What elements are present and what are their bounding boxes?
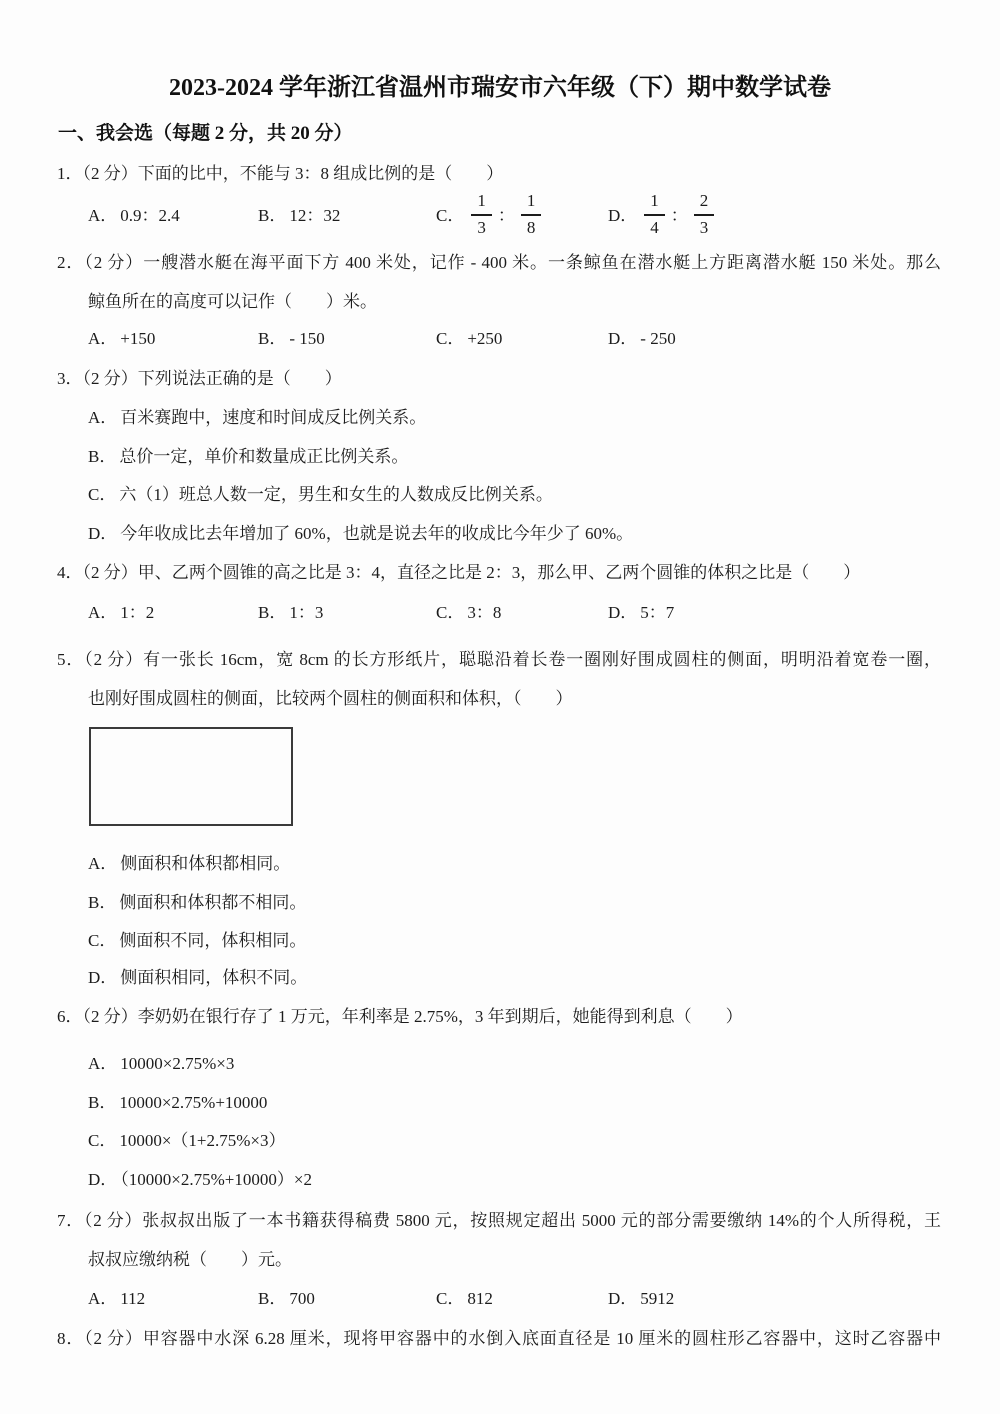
fraction-denominator: 3	[477, 218, 486, 237]
question-3	[57, 359, 941, 398]
question-6-stem	[57, 997, 941, 1036]
question-5	[57, 640, 941, 718]
option-value: +250	[467, 329, 503, 348]
option-label: C．	[436, 205, 465, 225]
question-7-options	[88, 1279, 943, 1318]
fraction-numerator: 1	[471, 191, 492, 216]
option-label: D．	[608, 1289, 638, 1308]
question-5-text-line1: （2 分）有一张长 16cm，宽 8cm 的长方形纸片，聪聪沿着长卷一圈刚好围成圆柱的侧面，明明沿着宽卷一圈，	[84, 650, 941, 669]
option-label: A．	[88, 1054, 118, 1073]
fraction-denominator: 4	[650, 218, 659, 237]
option-label: A．	[88, 854, 118, 873]
option-value: 112	[120, 1289, 146, 1308]
question-5-option-d	[88, 958, 307, 997]
option-value: 今年收成比去年增加了 60%，也就是说去年的收成比今年少了 60%。	[120, 524, 634, 543]
option-label: A．	[88, 205, 118, 225]
question-3-stem	[57, 359, 941, 398]
question-4-options	[88, 593, 943, 632]
question-5-option-a	[88, 844, 290, 883]
question-2-option-d	[608, 319, 943, 358]
option-label: D．	[608, 205, 638, 225]
question-8	[57, 1319, 941, 1359]
option-label: D．	[608, 329, 638, 348]
option-label: D．	[608, 603, 638, 622]
option-label: B．	[88, 893, 117, 912]
option-label: B．	[258, 1289, 287, 1308]
question-1-option-b	[258, 187, 436, 243]
question-2-text-line1: （2 分）一艘潜水艇在海平面下方 400 米处，记作 - 400 米。一条鲸鱼在潜水艇上方距离潜水艇 150 米处。那么	[84, 253, 942, 272]
option-label: A．	[88, 329, 118, 348]
question-1-option-d	[608, 187, 943, 243]
option-value: 700	[289, 1289, 315, 1308]
fraction	[521, 191, 542, 238]
question-2-option-a	[88, 319, 258, 358]
option-value: 12：32	[289, 205, 341, 225]
question-8-stem	[57, 1319, 941, 1359]
question-6-option-b	[88, 1083, 267, 1122]
question-4-option-d	[608, 593, 943, 632]
question-2-option-b	[258, 319, 436, 358]
fraction-numerator: 1	[644, 191, 665, 216]
option-value: 5：7	[640, 603, 675, 622]
question-7-stem-line1	[57, 1201, 941, 1240]
question-2-number: 2．	[57, 253, 85, 272]
option-value: 0.9：2.4	[120, 205, 180, 225]
question-6-option-d	[88, 1160, 312, 1199]
question-1-option-a	[88, 187, 258, 243]
option-label: B．	[258, 329, 287, 348]
option-value: 总价一定，单价和数量成正比例关系。	[119, 447, 409, 466]
option-value: 1：2	[120, 603, 155, 622]
question-4-number: 4．	[57, 563, 83, 582]
option-label: B．	[88, 1093, 117, 1112]
question-4-option-a	[88, 593, 258, 632]
ratio-colon: ：	[497, 205, 515, 225]
option-value: - 150	[289, 329, 325, 348]
option-value: 百米赛跑中，速度和时间成反比例关系。	[120, 408, 427, 427]
question-5-stem-line2: 也刚好围成圆柱的侧面，比较两个圆柱的侧面积和体积，（ ）	[88, 689, 573, 708]
question-3-option-a	[88, 398, 426, 437]
question-7-number: 7．	[57, 1211, 85, 1230]
question-7	[57, 1201, 941, 1279]
option-label: A．	[88, 1289, 118, 1308]
option-value: 10000×2.75%×3	[120, 1054, 235, 1073]
question-6-option-c	[88, 1121, 286, 1160]
question-5-option-c	[88, 921, 306, 960]
option-value: +150	[120, 329, 156, 348]
question-7-text-line1: （2 分）张叔叔出版了一本书籍获得稿费 5800 元，按照规定超出 5000 元的部分需要缴纳 14%的个人所得税，王	[84, 1211, 941, 1230]
question-5-number: 5．	[57, 650, 85, 669]
option-label: B．	[258, 205, 287, 225]
question-3-option-b	[88, 437, 408, 476]
option-value: 侧面积和体积都不相同。	[119, 893, 307, 912]
option-label: A．	[88, 408, 118, 427]
option-value: 侧面积不同，体积相同。	[119, 931, 307, 950]
option-label: D．	[88, 524, 118, 543]
option-value: 5912	[640, 1289, 675, 1308]
option-label: A．	[88, 603, 118, 622]
question-2	[57, 243, 941, 321]
option-label: D．	[88, 968, 118, 987]
question-8-number: 8．	[57, 1329, 85, 1348]
question-7-option-d	[608, 1279, 943, 1318]
fraction-denominator: 3	[699, 218, 709, 237]
question-1-options	[88, 187, 943, 243]
question-6-number: 6．	[57, 1007, 83, 1026]
option-label: B．	[88, 447, 117, 466]
option-label: C．	[88, 1131, 117, 1150]
question-6-option-a	[88, 1044, 234, 1083]
question-7-option-b	[258, 1279, 436, 1318]
fraction	[694, 191, 715, 238]
question-3-option-d	[88, 514, 633, 553]
question-4-stem	[57, 553, 941, 592]
option-value: 10000×2.75%+10000	[119, 1093, 268, 1112]
question-3-text: （2 分）下列说法正确的是（ ）	[82, 369, 342, 388]
option-value: 3：8	[467, 603, 502, 622]
option-value: 六（1）班总人数一定，男生和女生的人数成反比例关系。	[119, 485, 553, 504]
question-6-text: （2 分）李奶奶在银行存了 1 万元，年利率是 2.75%，3 年到期后，她能得到利息（ ）	[82, 1007, 743, 1026]
q5-rectangle-figure	[89, 727, 293, 826]
question-4	[57, 553, 941, 592]
option-value: （10000×2.75%+10000）×2	[120, 1170, 312, 1189]
question-7-option-a	[88, 1279, 258, 1318]
fraction-numerator: 1	[521, 191, 542, 216]
question-3-number: 3．	[57, 369, 83, 388]
option-value: 10000×（1+2.75%×3）	[119, 1131, 286, 1150]
option-label: C．	[88, 485, 117, 504]
question-4-option-c	[436, 593, 608, 632]
question-2-stem-line1	[57, 243, 941, 282]
question-2-stem-line2: 鲸鱼所在的高度可以记作（ ）米。	[88, 292, 377, 311]
page-title: 2023-2024 学年浙江省温州市瑞安市六年级（下）期中数学试卷	[169, 75, 831, 101]
question-4-text: （2 分）甲、乙两个圆锥的高之比是 3：4，直径之比是 2：3，那么甲、乙两个圆锥的体积之比是（ ）	[82, 563, 861, 582]
option-label: C．	[436, 603, 465, 622]
fraction-denominator: 8	[526, 218, 536, 237]
question-7-stem-line2: 叔叔应缴纳税（ ）元。	[88, 1250, 292, 1269]
question-6	[57, 997, 941, 1036]
option-label: D．	[88, 1170, 118, 1189]
option-label: B．	[258, 603, 287, 622]
option-value: 侧面积和体积都相同。	[120, 854, 291, 873]
question-1-number: 1．	[57, 164, 83, 183]
option-value: 侧面积相同，体积不同。	[120, 968, 308, 987]
option-value: - 250	[640, 329, 676, 348]
section-heading: 一、我会选（每题 2 分，共 20 分）	[58, 123, 353, 144]
question-2-options	[88, 319, 943, 358]
question-7-option-c	[436, 1279, 608, 1318]
question-5-option-b	[88, 883, 306, 922]
option-label: C．	[436, 1289, 465, 1308]
question-4-option-b	[258, 593, 436, 632]
option-value: 812	[467, 1289, 493, 1308]
question-2-option-c	[436, 319, 608, 358]
question-5-stem-line1	[57, 640, 941, 679]
option-label: C．	[88, 931, 117, 950]
option-label: C．	[436, 329, 465, 348]
question-1-option-c	[436, 187, 608, 243]
ratio-colon: ：	[670, 205, 688, 225]
question-8-text: （2 分）甲容器中水深 6.28 厘米，现将甲容器中的水倒入底面直径是 10 厘米的圆柱形乙容器中，这时乙容器中	[84, 1329, 941, 1348]
question-1-text: （2 分）下面的比中，不能与 3：8 组成比例的是（ ）	[82, 164, 504, 183]
fraction	[471, 191, 492, 238]
question-3-option-c	[88, 475, 553, 514]
option-value: 1：3	[289, 603, 324, 622]
fraction-numerator: 2	[694, 191, 715, 216]
fraction	[644, 191, 665, 238]
